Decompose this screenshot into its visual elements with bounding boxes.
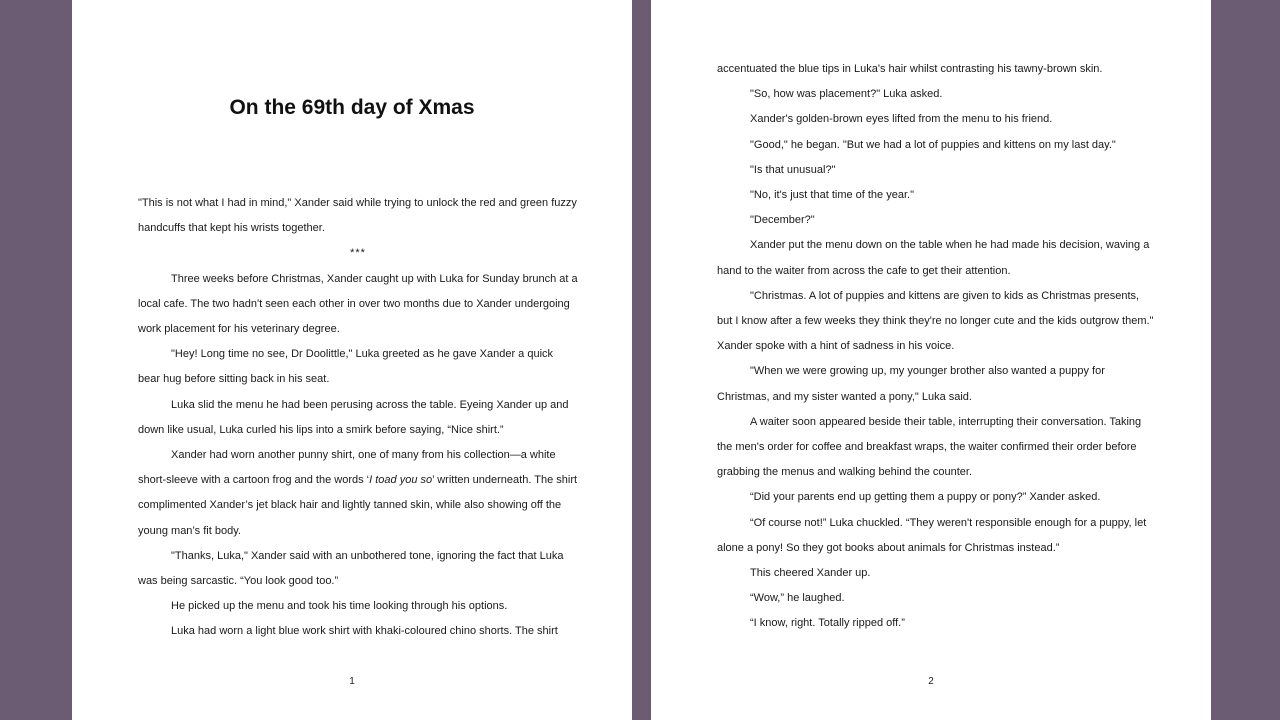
paragraph: Luka had worn a light blue work shirt with khaki-coloured chino shorts. The shirt (171, 625, 558, 638)
page-1-body (138, 191, 578, 645)
paragraph: This cheered Xander up. (750, 567, 871, 580)
paragraph: Luka slid the menu he had been perusing across the table. Eyeing Xander up and down like usual, Luka curled his lips into a smirk before saying, “Nice shirt.” (138, 398, 569, 436)
paragraph: "So, how was placement?" Luka asked. (750, 88, 943, 101)
paragraph: "No, it's just that time of the year." (750, 189, 914, 202)
opening-paragraph: "This is not what I had in mind," Xander said while trying to unlock the red and green fuzzy handcuffs that kept his wrists together. (138, 197, 577, 235)
paragraph: Xander's golden-brown eyes lifted from the menu to his friend. (750, 113, 1053, 126)
paragraph: “Wow,” he laughed. (750, 592, 845, 605)
paragraph: "Hey! Long time no see, Dr Doolittle," Luka greeted as he gave Xander a quick bear hug before sitting back in his seat. (138, 348, 554, 386)
paragraph: "Christmas. A lot of puppies and kittens are given to kids as Christmas presents, but I know after a few weeks they think they're no longer cute and the kids outgrow them." Xander spoke with a hint of sadness in his voice. (717, 289, 1154, 353)
paragraph: Xander put the menu down on the table when he had made his decision, waving a hand to the waiter from across the cafe to get their attention. (717, 239, 1150, 277)
continuation-paragraph: accentuated the blue tips in Luka's hair whilst contrasting his tawny-brown skin. (717, 63, 1103, 75)
page-number: 1 (349, 676, 355, 687)
paragraph: A waiter soon appeared beside their table, interrupting their conversation. Taking the men's order for coffee and breakfast wraps, the waiter confirmed their order before grabbing the menus and walking behind the counter. (717, 415, 1142, 479)
page-2 (651, 0, 1211, 720)
page-2-body (717, 57, 1157, 637)
page-title: On the 69th day of Xmas (229, 96, 475, 119)
paragraph: "December?" (750, 214, 815, 227)
scene-break: *** (350, 247, 366, 260)
paragraph: “Did your parents end up getting them a puppy or pony?” Xander asked. (750, 491, 1101, 504)
paragraph: "Thanks, Luka," Xander said with an unbothered tone, ignoring the fact that Luka was being sarcastic. “You look good too.” (138, 549, 564, 588)
shirt-paragraph-italic: I toad you so (369, 474, 433, 487)
paragraph: Three weeks before Christmas, Xander caught up with Luka for Sunday brunch at a local cafe. The two hadn't seen each other in over two months due to Xander undergoing work placement for his veterinary degree. (138, 272, 578, 336)
page-number: 2 (928, 676, 934, 687)
paragraph: "Good," he began. "But we had a lot of puppies and kittens on my last day." (750, 138, 1116, 151)
shirt-paragraph-before: Xander had worn another punny shirt, one of many from his collection—a white short-sleeve with a cartoon frog and the words ‘ (138, 449, 556, 487)
paragraph: “Of course not!” Luka chuckled. “They weren't responsible enough for a puppy, let alone a pony! So they got books about animals for Christmas instead.” (717, 516, 1147, 554)
shirt-paragraph (138, 443, 578, 544)
paragraph: “I know, right. Totally ripped off.” (750, 617, 905, 630)
paragraph: He picked up the menu and took his time looking through his options. (171, 600, 508, 613)
shirt-paragraph-after: ’ written underneath. The shirt complimented Xander’s jet black hair and lightly tanned skin, while also showing off the young man’s fit body. (138, 474, 578, 537)
paragraph: "When we were growing up, my younger brother also wanted a puppy for Christmas, and my sister wanted a pony," Luka said. (717, 365, 1105, 403)
page-1 (72, 0, 632, 720)
paragraph: "Is that unusual?" (750, 163, 836, 176)
